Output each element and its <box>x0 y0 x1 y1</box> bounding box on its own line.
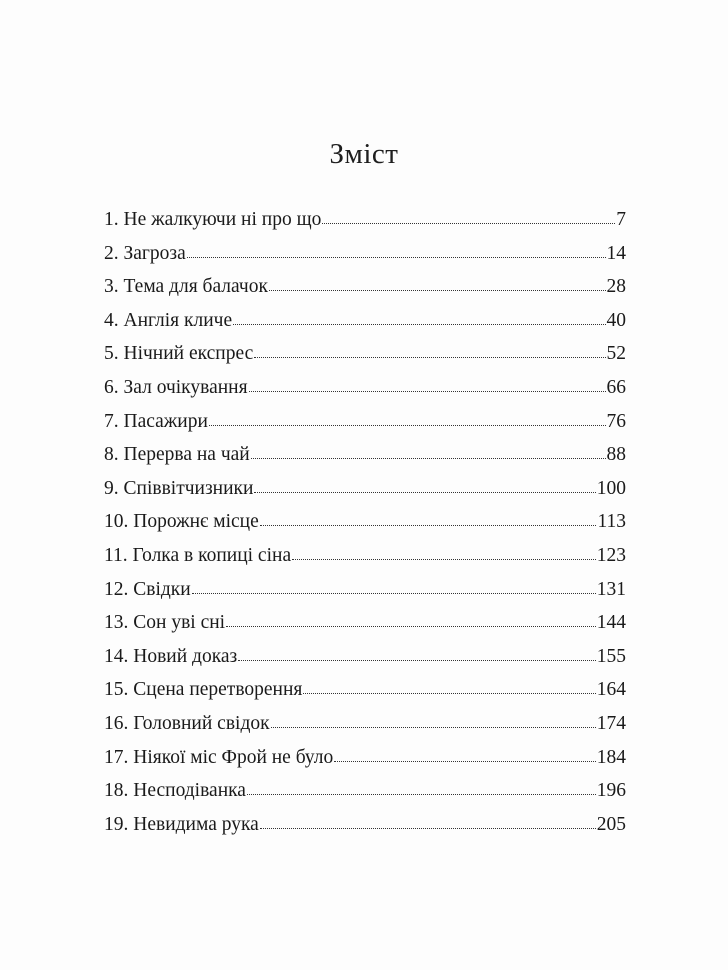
toc-entry-page-number: 164 <box>596 679 626 701</box>
toc-entry <box>104 673 626 707</box>
toc-entry <box>104 337 626 371</box>
toc-entry-page-number: 174 <box>596 712 626 734</box>
toc-entry-label: 12. Свідки <box>104 578 191 600</box>
dot-leader <box>254 490 595 493</box>
toc-entry-label: 14. Новий доказ <box>104 645 238 667</box>
toc-entry <box>104 405 626 439</box>
dot-leader <box>209 423 606 426</box>
toc-entry-page-number: 76 <box>606 410 626 432</box>
toc-entry <box>104 203 626 237</box>
toc-entry-label: 3. Тема для балачок <box>104 276 268 298</box>
dot-leader <box>334 759 595 762</box>
dot-leader <box>226 624 596 627</box>
toc-entry <box>104 270 626 304</box>
dot-leader <box>192 591 596 594</box>
toc-entry-label: 13. Сон уві сні <box>104 612 226 634</box>
toc-entry-label: 15. Сцена перетворення <box>104 679 303 701</box>
toc-entry-page-number: 52 <box>606 343 626 365</box>
toc-entry <box>104 371 626 405</box>
dot-leader <box>233 322 605 325</box>
toc-entry <box>104 237 626 271</box>
dot-leader <box>187 255 606 258</box>
toc-entry-label: 11. Голка в копиці сіна <box>104 544 292 566</box>
toc-entry-label: 19. Невидима рука <box>104 813 259 835</box>
dot-leader <box>303 691 595 694</box>
toc-entry <box>104 808 626 842</box>
toc-entry-label: 6. Зал очікування <box>104 376 248 398</box>
toc-entry-page-number: 14 <box>606 242 626 264</box>
toc-entry <box>104 707 626 741</box>
dot-leader <box>247 792 596 795</box>
toc-entry <box>104 573 626 607</box>
dot-leader <box>260 826 596 829</box>
toc-entry-page-number: 40 <box>606 309 626 331</box>
toc-entry-page-number: 66 <box>606 376 626 398</box>
toc-entry-label: 2. Загроза <box>104 242 186 264</box>
dot-leader <box>322 221 615 224</box>
toc-entry-page-number: 184 <box>596 746 626 768</box>
toc-entry <box>104 304 626 338</box>
toc-entry-page-number: 100 <box>596 477 626 499</box>
table-of-contents <box>104 203 626 841</box>
toc-entry <box>104 741 626 775</box>
toc-entry-page-number: 155 <box>596 645 626 667</box>
toc-entry <box>104 539 626 573</box>
toc-entry-label: 10. Порожнє місце <box>104 511 259 533</box>
dot-leader <box>292 557 596 560</box>
toc-entry <box>104 640 626 674</box>
toc-entry <box>104 438 626 472</box>
toc-entry-label: 7. Пасажири <box>104 410 208 432</box>
toc-entry-label: 8. Перерва на чай <box>104 444 250 466</box>
toc-entry-page-number: 113 <box>597 511 626 533</box>
toc-entry-label: 17. Ніякої міс Фрой не було <box>104 746 334 768</box>
toc-entry-label: 5. Нічний експрес <box>104 343 254 365</box>
dot-leader <box>260 523 597 526</box>
toc-entry <box>104 774 626 808</box>
page-title: Зміст <box>329 138 399 170</box>
toc-entry <box>104 606 626 640</box>
dot-leader <box>251 456 606 459</box>
toc-entry-page-number: 196 <box>596 780 626 802</box>
dot-leader <box>254 355 605 358</box>
dot-leader <box>249 389 606 392</box>
toc-entry-label: 9. Співвітчизники <box>104 477 254 499</box>
toc-entry-page-number: 7 <box>616 209 626 230</box>
toc-entry-page-number: 205 <box>596 813 626 835</box>
dot-leader <box>271 725 596 728</box>
toc-entry-label: 16. Головний свідок <box>104 712 270 734</box>
toc-entry-page-number: 131 <box>596 578 626 600</box>
toc-entry-page-number: 123 <box>596 544 626 566</box>
toc-entry-page-number: 88 <box>606 444 626 466</box>
toc-entry-label: 1. Не жалкуючи ні про що <box>104 209 322 230</box>
toc-entry-label: 4. Англія кличе <box>104 309 233 331</box>
toc-entry-page-number: 144 <box>596 612 626 634</box>
dot-leader <box>238 658 596 661</box>
toc-entry-label: 18. Несподіванка <box>104 780 246 802</box>
toc-entry-page-number: 28 <box>606 276 626 298</box>
toc-entry <box>104 472 626 506</box>
dot-leader <box>269 288 606 291</box>
toc-entry <box>104 505 626 539</box>
